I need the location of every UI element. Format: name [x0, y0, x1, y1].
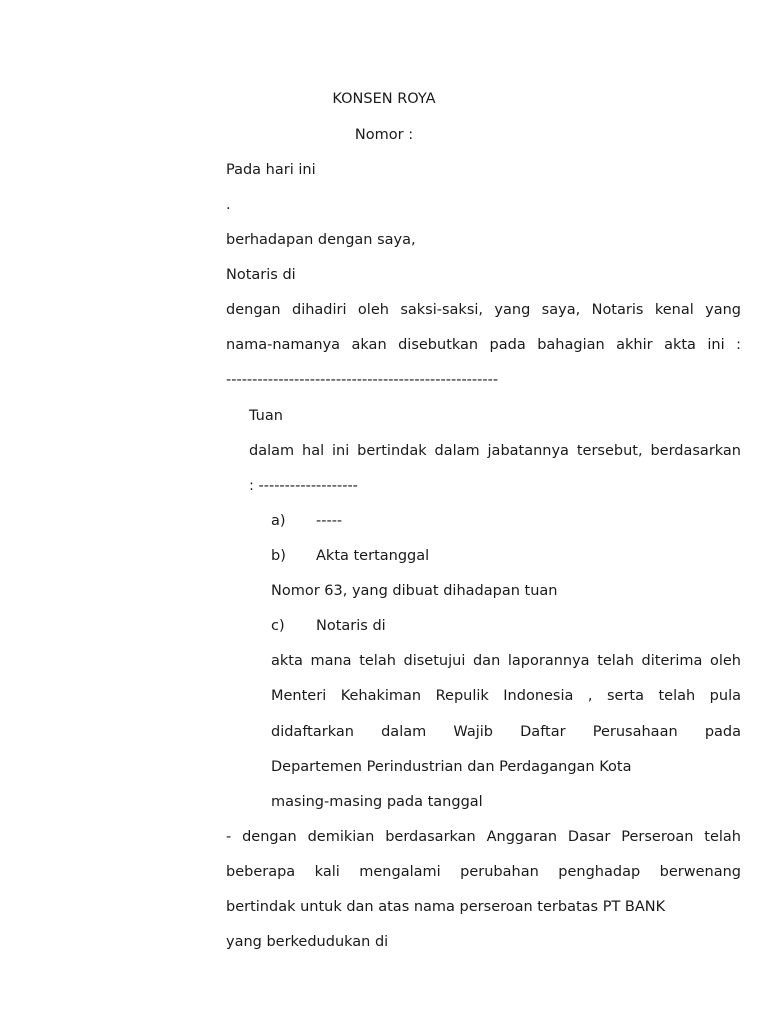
day-line: Pada hari ini: [226, 162, 316, 178]
dot-line: .: [226, 197, 231, 213]
item-text: Notaris di: [316, 618, 386, 634]
names-line: nama-namanya akan disebutkan pada bahagian akhir akta ini :: [226, 337, 741, 353]
approval-line: masing-masing pada tanggal: [271, 794, 483, 810]
closing-line: yang berkedudukan di: [226, 934, 389, 950]
item-text: Akta tertanggal: [316, 548, 430, 564]
list-item: [271, 616, 386, 636]
party-role-line: dalam hal ini bertindak dalam jabatannya tersebut, berdasarkan: [249, 443, 741, 459]
approval-line: akta mana telah disetujui dan laporannya telah diterima oleh: [271, 653, 741, 669]
document-title: KONSEN ROYA: [332, 91, 436, 107]
item-label: b): [271, 548, 286, 564]
witness-line: dengan dihadiri oleh saksi-saksi, yang saya, Notaris kenal yang: [226, 302, 741, 318]
item-label: a): [271, 513, 286, 529]
closing-line: - dengan demikian berdasarkan Anggaran Dasar Perseroan telah: [226, 829, 741, 845]
party-name-line: Tuan: [249, 408, 283, 424]
number-line: Nomor :: [354, 127, 414, 143]
list-item: [271, 546, 429, 566]
list-item: [271, 511, 342, 531]
approval-line: Departemen Perindustrian dan Perdagangan Kota: [271, 759, 632, 775]
closing-line: bertindak untuk dan atas nama perseroan terbatas PT BANK: [226, 899, 666, 915]
appearing-line: berhadapan dengan saya,: [226, 232, 416, 248]
approval-line: didaftarkan dalam Wajib Daftar Perusahaan pada: [271, 724, 741, 740]
closing-line: beberapa kali mengalami perubahan penghadap berwenang: [226, 864, 741, 880]
item-text: -----: [316, 513, 343, 529]
approval-line: Menteri Kehakiman Repulik Indonesia , serta telah pula: [271, 688, 741, 704]
item-b-continuation: Nomor 63, yang dibuat dihadapan tuan: [271, 583, 558, 599]
party-role-continuation: : -------------------: [249, 478, 358, 494]
item-label: c): [271, 618, 285, 634]
notary-line: Notaris di: [226, 267, 296, 283]
separator-line: ----------------------------------------------------: [226, 372, 499, 388]
